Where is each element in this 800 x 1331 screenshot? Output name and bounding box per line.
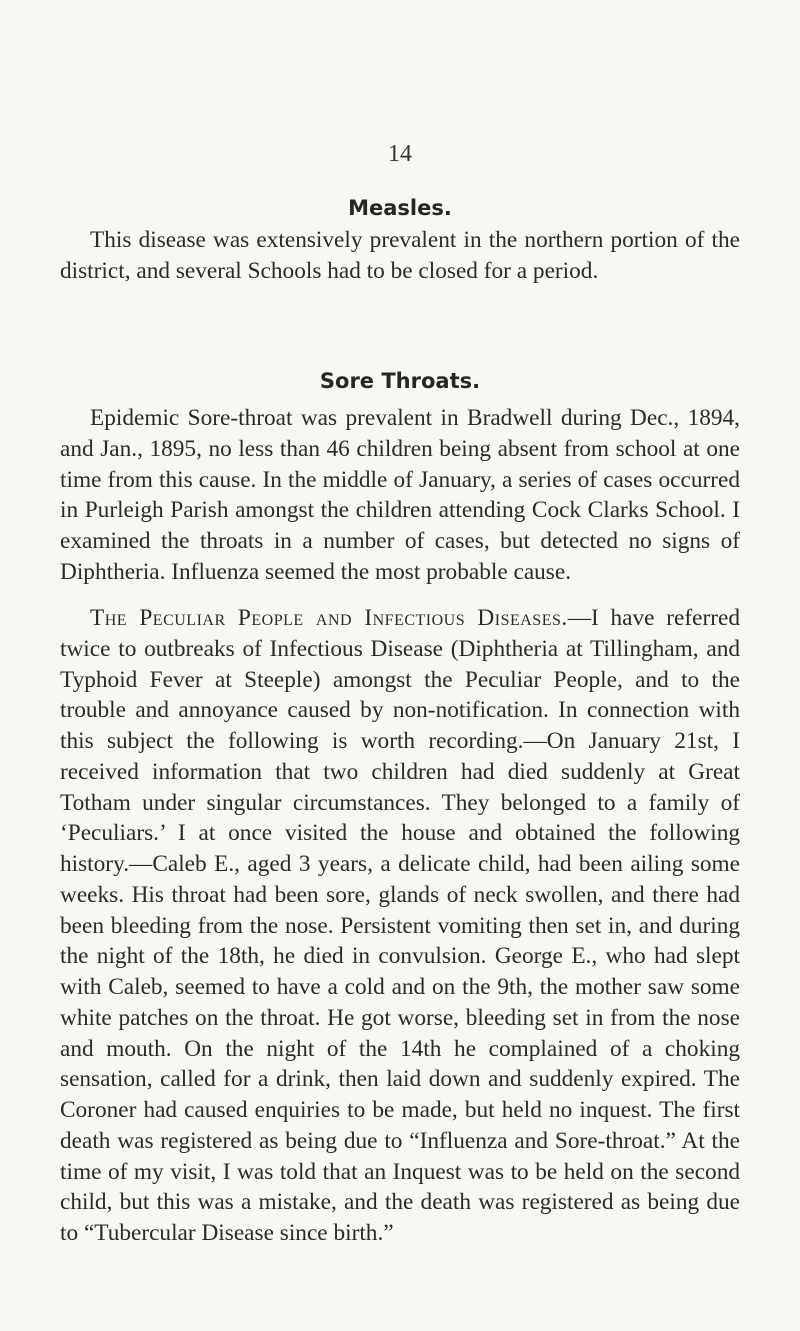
- paragraph-peculiar-people: [60, 603, 740, 1249]
- page-number: 14: [388, 141, 412, 167]
- run-in-heading-peculiar-people: The Peculiar People and Infectious Diseases.: [90, 605, 568, 631]
- paragraph-peculiar-people-body: —I have referred twice to outbreaks of Infectious Disease (Diphtheria at Tillingham, and Typhoid Fever at Steeple) amongst the Peculiar People, and to the trouble and annoyance caused by non-notification. In connection with this subject the following is worth recording.—On January 21st, I received information that two children had died suddenly at Great Totham under singular circumstances. They belonged to a family of ‘Peculiars.’ I at once visited the house and obtained the following history.—Caleb E., aged 3 years, a delicate child, had been ailing some weeks. His throat had been sore, glands of neck swollen, and there had been bleeding from the nose. Persistent vomiting then set in, and during the night of the 18th, he died in convulsion. George E., who had slept with Caleb, seemed to have a cold and on the 9th, the mother saw some white patches on the throat. He got worse, bleeding set in from the nose and mouth. On the night of the 14th he complained of a choking sensation, called for a drink, then laid down and suddenly expired. The Coroner had caused enquiries to be made, but held no inquest. The first death was registered as being due to “Influenza and Sore-throat.” At the time of my visit, I was told that an Inquest was to be held on the second child, but this was a mistake, and the death was registered as being due to “Tubercular Disease since birth.”: [60, 605, 740, 1246]
- section-heading-measles: Measles.: [348, 196, 452, 220]
- section-heading-sore-throats: Sore Throats.: [319, 369, 481, 393]
- paragraph-sore-throats: Epidemic Sore-throat was prevalent in Bradwell during Dec., 1894, and Jan., 1895, no less than 46 children being absent from school at one time from this cause. In the middle of January, a series of cases occurred in Purleigh Parish amongst the children attending Cock Clarks School. I examined the throats in a number of cases, but detected no signs of Diphtheria. Influenza seemed the most probable cause.: [60, 405, 740, 585]
- paragraph-measles: This disease was extensively prevalent in the northern portion of the district, and several Schools had to be closed for a period.: [60, 227, 740, 284]
